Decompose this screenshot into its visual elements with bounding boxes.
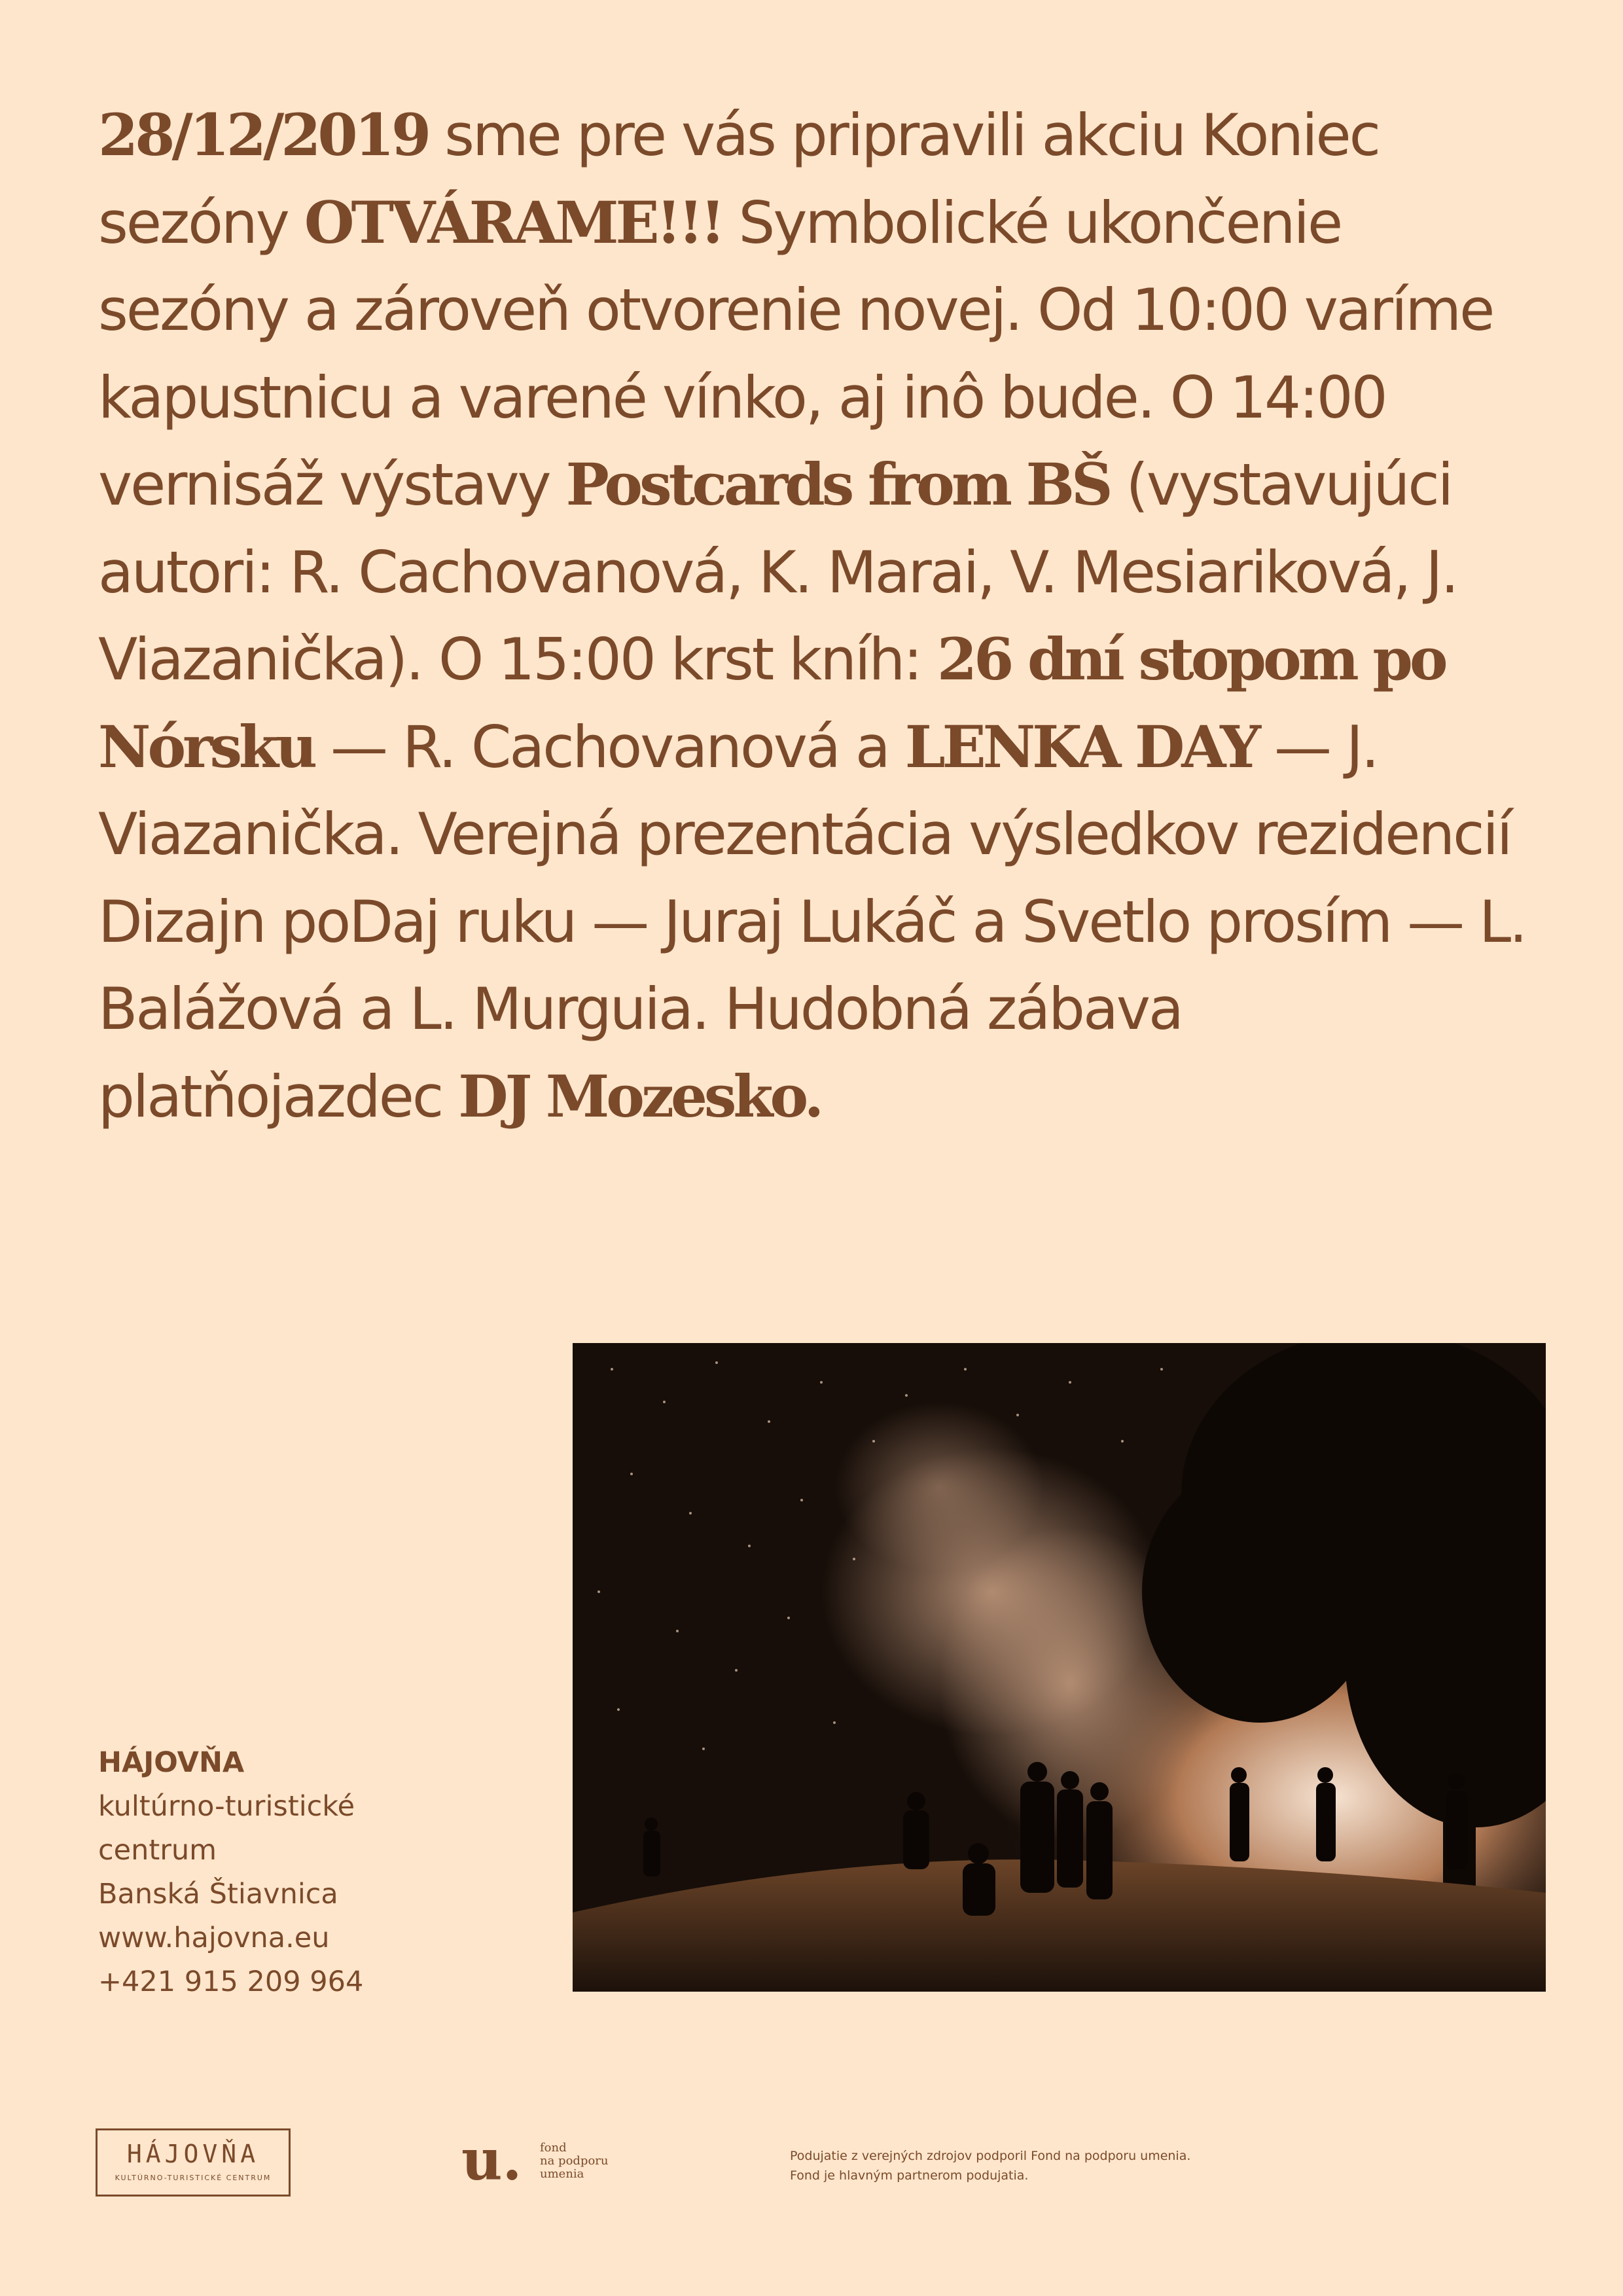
hajovna-logo-title: HÁJOVŇA: [126, 2140, 260, 2168]
venue-phone[interactable]: +421 915 209 964: [98, 1965, 364, 1998]
fond-line-1: fond: [540, 2141, 567, 2155]
venue-info: [98, 1741, 363, 2004]
fond-logo-text: [540, 2142, 608, 2181]
event-description: [98, 92, 1538, 1140]
venue-city: Banská Štiavnica: [98, 1878, 338, 1910]
venue-website[interactable]: www.hajovna.eu: [98, 1922, 330, 1954]
venue-type-2: centrum: [98, 1834, 217, 1867]
desc-text-4: — R. Cachovanová a: [314, 713, 905, 781]
support-line-1: Podujatie z verejných zdrojov podporil Fond na podporu umenia.: [790, 2149, 1191, 2163]
desc-text-1: sme pre vás pripravili akciu Koniec sezóny: [98, 101, 1380, 257]
fond-line-3: umenia: [540, 2167, 584, 2181]
exhibition-title: Postcards from BŠ: [565, 450, 1110, 518]
dj-name: DJ Mozesko.: [458, 1062, 821, 1130]
event-photo: [573, 1343, 1546, 1992]
support-line-2: Fond je hlavným partnerom podujatia.: [790, 2168, 1029, 2183]
event-date: 28/12/2019: [98, 101, 429, 169]
desc-text-3: (vystavujúci autori: R. Cachovanová, K. Marai, V. Mesiariková, J. Viazanička). O 15:00 krst kníh:: [98, 451, 1457, 693]
book-title-1: 26 dní stopom po Nórsku: [98, 625, 1445, 781]
venue-type-1: kultúrno-turistické: [98, 1790, 355, 1823]
book-title-2: LENKA DAY: [904, 712, 1258, 781]
support-note: [790, 2146, 1190, 2185]
hajovna-logo-subtitle: KULTÚRNO-TURISTICKÉ CENTRUM: [115, 2174, 272, 2182]
desc-text-2: Symbolické ukončenie sezóny a zároveň otvorenie novej. Od 10:00 varíme kapustnicu a varené vínko, aj inô bude. O 14:00 vernisáž výstavy: [98, 188, 1493, 518]
photo-illustration: [573, 1343, 1546, 1992]
venue-name: HÁJOVŇA: [98, 1746, 245, 1779]
fond-mark: u.: [461, 2127, 522, 2193]
hajovna-logo: [96, 2128, 291, 2197]
desc-text-5: — J. Viazanička. Verejná prezentácia výsledkov rezidencií Dizajn poDaj ruku — Juraj Lukáč a Svetlo prosím — L. Balážová a L. Murguia. Hudobná zábava platňojazdec: [98, 713, 1526, 1130]
fond-line-2: na podporu: [540, 2154, 609, 2168]
event-name: OTVÁRAME!!!: [304, 188, 722, 257]
